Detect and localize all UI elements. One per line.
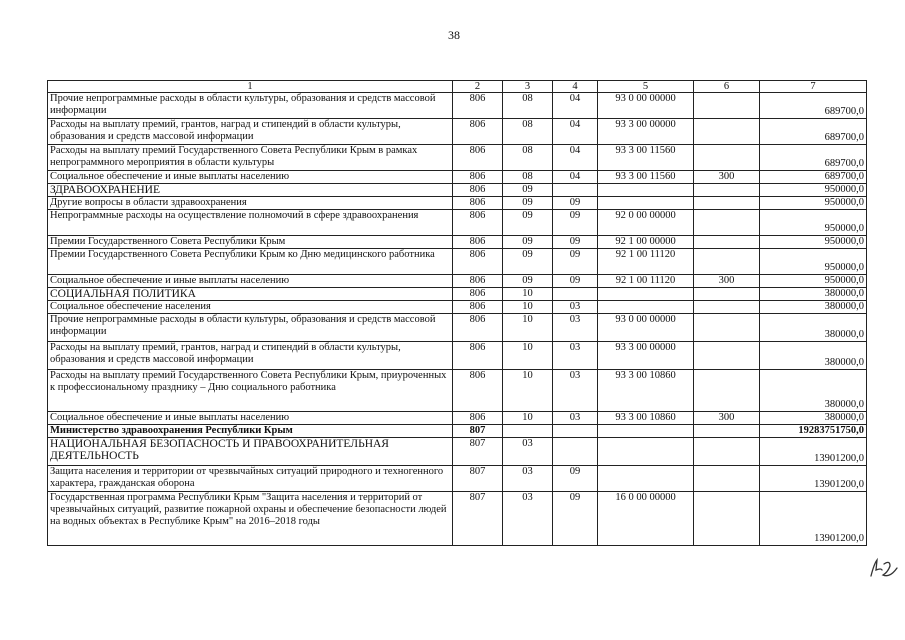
row-target-code — [598, 184, 694, 197]
row-code-admin: 807 — [453, 492, 503, 546]
row-amount: 950000,0 — [760, 275, 867, 288]
row-amount: 689700,0 — [760, 145, 867, 171]
row-expense-type — [694, 236, 760, 249]
table-row — [48, 438, 867, 466]
row-expense-type — [694, 370, 760, 412]
row-name: ЗДРАВООХРАНЕНИЕ — [48, 184, 453, 197]
row-section: 10 — [503, 288, 553, 301]
row-subsection: 04 — [553, 119, 598, 145]
row-section: 10 — [503, 314, 553, 342]
row-name: Премии Государственного Совета Республики Крым — [48, 236, 453, 249]
row-subsection: 04 — [553, 145, 598, 171]
row-target-code — [598, 288, 694, 301]
table-row — [48, 184, 867, 197]
row-code-admin: 807 — [453, 438, 503, 466]
table-header-row — [48, 81, 867, 93]
row-code-admin: 806 — [453, 370, 503, 412]
row-code-admin: 806 — [453, 184, 503, 197]
row-expense-type: 300 — [694, 275, 760, 288]
row-expense-type — [694, 438, 760, 466]
row-name: Защита населения и территории от чрезвычайных ситуаций природного и техногенного характера, гражданская оборона — [48, 466, 453, 492]
row-subsection: 09 — [553, 275, 598, 288]
row-code-admin: 806 — [453, 210, 503, 236]
row-code-admin: 806 — [453, 314, 503, 342]
row-expense-type: 300 — [694, 412, 760, 425]
row-section: 10 — [503, 370, 553, 412]
header-cell: 7 — [760, 81, 867, 93]
row-section: 09 — [503, 210, 553, 236]
row-expense-type — [694, 288, 760, 301]
row-target-code: 93 3 00 00000 — [598, 119, 694, 145]
table-row — [48, 314, 867, 342]
row-target-code: 92 0 00 00000 — [598, 210, 694, 236]
row-amount: 380000,0 — [760, 314, 867, 342]
row-section: 09 — [503, 249, 553, 275]
row-expense-type — [694, 210, 760, 236]
row-target-code: 92 1 00 11120 — [598, 249, 694, 275]
table-row — [48, 236, 867, 249]
row-name: Социальное обеспечение и иные выплаты населению — [48, 412, 453, 425]
row-amount: 13901200,0 — [760, 492, 867, 546]
row-subsection: 09 — [553, 236, 598, 249]
row-subsection: 03 — [553, 412, 598, 425]
row-code-admin: 806 — [453, 119, 503, 145]
row-code-admin: 806 — [453, 93, 503, 119]
table-row — [48, 197, 867, 210]
row-amount: 950000,0 — [760, 236, 867, 249]
row-name: Расходы на выплату премий Государственного Совета Республики Крым в рамках непрограммного мероприятия в области культуры — [48, 145, 453, 171]
row-expense-type — [694, 466, 760, 492]
row-expense-type: 300 — [694, 171, 760, 184]
table-row — [48, 301, 867, 314]
row-section: 08 — [503, 171, 553, 184]
row-amount: 380000,0 — [760, 342, 867, 370]
row-name: Другие вопросы в области здравоохранения — [48, 197, 453, 210]
header-cell: 1 — [48, 81, 453, 93]
row-code-admin: 807 — [453, 466, 503, 492]
row-expense-type — [694, 93, 760, 119]
row-amount: 950000,0 — [760, 210, 867, 236]
row-name: Непрограммные расходы на осуществление полномочий в сфере здравоохранения — [48, 210, 453, 236]
row-code-admin: 807 — [453, 425, 503, 438]
row-amount: 950000,0 — [760, 249, 867, 275]
row-subsection: 09 — [553, 466, 598, 492]
row-expense-type — [694, 492, 760, 546]
row-expense-type — [694, 301, 760, 314]
row-code-admin: 806 — [453, 249, 503, 275]
row-target-code — [598, 438, 694, 466]
row-subsection: 04 — [553, 93, 598, 119]
table-row — [48, 119, 867, 145]
page-number: 38 — [448, 28, 460, 42]
row-subsection: 09 — [553, 492, 598, 546]
row-section: 03 — [503, 466, 553, 492]
row-target-code — [598, 425, 694, 438]
row-amount: 950000,0 — [760, 197, 867, 210]
row-expense-type — [694, 249, 760, 275]
row-amount: 13901200,0 — [760, 438, 867, 466]
row-expense-type — [694, 342, 760, 370]
row-subsection: 09 — [553, 197, 598, 210]
row-expense-type — [694, 119, 760, 145]
row-target-code: 93 0 00 00000 — [598, 314, 694, 342]
row-amount: 380000,0 — [760, 301, 867, 314]
row-subsection — [553, 288, 598, 301]
row-target-code: 93 3 00 10860 — [598, 370, 694, 412]
header-cell: 6 — [694, 81, 760, 93]
row-name: Министерство здравоохранения Республики Крым — [48, 425, 453, 438]
table-row — [48, 288, 867, 301]
row-name: Государственная программа Республики Крым "Защита населения и территорий от чрезвычайных ситуаций, развитие пожарной охраны и обеспечение безопасности людей на водных объектах в Республике Крым" на 2016–2018 годы — [48, 492, 453, 546]
row-amount: 689700,0 — [760, 171, 867, 184]
row-section: 08 — [503, 119, 553, 145]
row-subsection — [553, 425, 598, 438]
row-target-code: 92 1 00 11120 — [598, 275, 694, 288]
row-amount: 950000,0 — [760, 184, 867, 197]
row-target-code: 93 3 00 11560 — [598, 171, 694, 184]
header-cell: 3 — [503, 81, 553, 93]
row-section: 03 — [503, 438, 553, 466]
row-section: 08 — [503, 145, 553, 171]
row-expense-type — [694, 314, 760, 342]
row-subsection: 09 — [553, 249, 598, 275]
row-section: 10 — [503, 301, 553, 314]
row-code-admin: 806 — [453, 197, 503, 210]
table-row — [48, 342, 867, 370]
row-code-admin: 806 — [453, 171, 503, 184]
row-subsection: 03 — [553, 301, 598, 314]
row-name: СОЦИАЛЬНАЯ ПОЛИТИКА — [48, 288, 453, 301]
table-row — [48, 249, 867, 275]
row-expense-type — [694, 184, 760, 197]
row-expense-type — [694, 425, 760, 438]
row-code-admin: 806 — [453, 145, 503, 171]
row-name: Социальное обеспечение и иные выплаты населению — [48, 171, 453, 184]
row-target-code: 93 3 00 10860 — [598, 412, 694, 425]
row-name: Расходы на выплату премий, грантов, наград и стипендий в области культуры, образования и средств массовой информации — [48, 119, 453, 145]
row-section: 09 — [503, 184, 553, 197]
row-amount: 19283751750,0 — [760, 425, 867, 438]
header-cell: 5 — [598, 81, 694, 93]
row-target-code — [598, 197, 694, 210]
table-row — [48, 412, 867, 425]
row-name: Социальное обеспечение и иные выплаты населению — [48, 275, 453, 288]
row-subsection: 09 — [553, 210, 598, 236]
row-amount: 380000,0 — [760, 288, 867, 301]
row-target-code: 93 0 00 00000 — [598, 93, 694, 119]
row-name: Прочие непрограммные расходы в области культуры, образования и средств массовой информации — [48, 314, 453, 342]
row-section — [503, 425, 553, 438]
table-row — [48, 210, 867, 236]
row-subsection: 03 — [553, 314, 598, 342]
row-expense-type — [694, 197, 760, 210]
handwritten-signature-icon — [868, 556, 900, 582]
row-name: Расходы на выплату премий Государственного Совета Республики Крым, приуроченных к профессиональному празднику – Дню социального работника — [48, 370, 453, 412]
row-section: 10 — [503, 412, 553, 425]
row-target-code: 92 1 00 00000 — [598, 236, 694, 249]
row-name: Прочие непрограммные расходы в области культуры, образования и средств массовой информации — [48, 93, 453, 119]
budget-table — [47, 80, 867, 546]
header-cell: 4 — [553, 81, 598, 93]
row-section: 08 — [503, 93, 553, 119]
row-name: Расходы на выплату премий, грантов, наград и стипендий в области культуры, образования и средств массовой информации — [48, 342, 453, 370]
table-row — [48, 492, 867, 546]
row-amount: 13901200,0 — [760, 466, 867, 492]
row-code-admin: 806 — [453, 288, 503, 301]
row-amount: 689700,0 — [760, 119, 867, 145]
header-cell: 2 — [453, 81, 503, 93]
table-row — [48, 145, 867, 171]
row-code-admin: 806 — [453, 301, 503, 314]
row-target-code: 93 3 00 00000 — [598, 342, 694, 370]
row-name: Социальное обеспечение населения — [48, 301, 453, 314]
row-subsection: 04 — [553, 171, 598, 184]
row-target-code — [598, 301, 694, 314]
row-expense-type — [694, 145, 760, 171]
row-code-admin: 806 — [453, 342, 503, 370]
row-target-code: 93 3 00 11560 — [598, 145, 694, 171]
table-row — [48, 275, 867, 288]
row-amount: 380000,0 — [760, 412, 867, 425]
table-row — [48, 171, 867, 184]
table-row — [48, 93, 867, 119]
row-target-code: 16 0 00 00000 — [598, 492, 694, 546]
row-code-admin: 806 — [453, 236, 503, 249]
table-row — [48, 466, 867, 492]
row-section: 09 — [503, 236, 553, 249]
row-name: НАЦИОНАЛЬНАЯ БЕЗОПАСНОСТЬ И ПРАВООХРАНИТЕЛЬНАЯ ДЕЯТЕЛЬНОСТЬ — [48, 438, 453, 466]
row-name: Премии Государственного Совета Республики Крым ко Дню медицинского работника — [48, 249, 453, 275]
row-section: 03 — [503, 492, 553, 546]
row-subsection: 03 — [553, 370, 598, 412]
row-section: 10 — [503, 342, 553, 370]
row-amount: 689700,0 — [760, 93, 867, 119]
table-row — [48, 370, 867, 412]
row-section: 09 — [503, 197, 553, 210]
row-subsection — [553, 438, 598, 466]
row-target-code — [598, 466, 694, 492]
row-code-admin: 806 — [453, 412, 503, 425]
row-section: 09 — [503, 275, 553, 288]
table-row-ministry — [48, 425, 867, 438]
row-subsection: 03 — [553, 342, 598, 370]
row-code-admin: 806 — [453, 275, 503, 288]
row-amount: 380000,0 — [760, 370, 867, 412]
row-subsection — [553, 184, 598, 197]
